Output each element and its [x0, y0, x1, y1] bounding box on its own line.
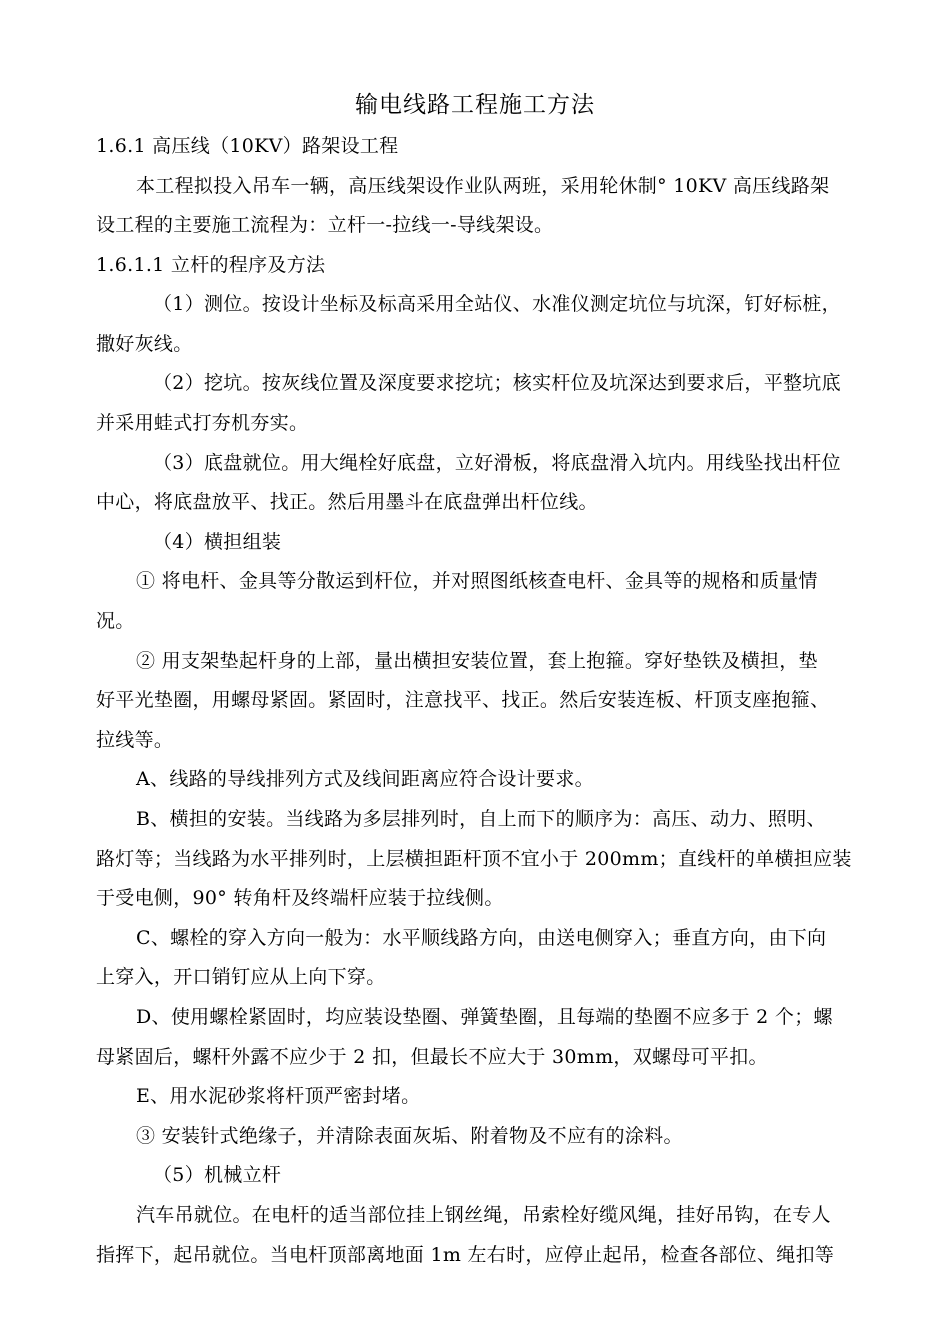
paragraph-line: 汽车吊就位。在电杆的适当部位挂上钢丝绳，吊索栓好缆风绳，挂好吊钩，在专人 — [136, 1204, 831, 1226]
paragraph-line: 设工程的主要施工流程为：立杆一-拉线一-导线架设。 — [96, 214, 554, 236]
paragraph-line: 指挥下，起吊就位。当电杆顶部离地面 1m 左右时，应停止起吊，检查各部位、绳扣等 — [96, 1244, 835, 1266]
paragraph-line: 撒好灰线。 — [96, 333, 193, 355]
paragraph-line: 拉线等。 — [96, 729, 174, 751]
paragraph-line: 母紧固后，螺杆外露不应少于 2 扣，但最长不应大于 30mm，双螺母可平扣。 — [96, 1046, 768, 1068]
paragraph-line: （4）横担组装 — [153, 531, 282, 553]
paragraph-line: （5）机械立杆 — [153, 1164, 282, 1186]
document-title: 输电线路工程施工方法 — [355, 92, 595, 118]
paragraph-line: B、横担的安装。当线路为多层排列时，自上而下的顺序为：高压、动力、照明、 — [136, 808, 826, 830]
paragraph-line: ① 将电杆、金具等分散运到杆位，并对照图纸核查电杆、金具等的规格和质量情 — [136, 570, 818, 592]
paragraph-line: （1）测位。按设计坐标及标高采用全站仪、水准仪测定坑位与坑深，钉好标桩， — [153, 293, 841, 315]
paragraph-line: ③ 安装针式绝缘子，并清除表面灰垢、附着物及不应有的涂料。 — [136, 1125, 683, 1147]
paragraph-line: 况。 — [96, 610, 135, 632]
paragraph-line: 本工程拟投入吊车一辆，高压线架设作业队两班，采用轮休制° 10KV 高压线路架 — [136, 175, 830, 197]
paragraph-line: E、用水泥砂浆将杆顶严密封堵。 — [136, 1085, 421, 1107]
paragraph-line: 于受电侧，90° 转角杆及终端杆应装于拉线侧。 — [96, 887, 504, 909]
paragraph-line: C、螺栓的穿入方向一般为：水平顺线路方向，由送电侧穿入；垂直方向，由下向 — [136, 927, 827, 949]
paragraph-line: 并采用蛙式打夯机夯实。 — [96, 412, 309, 434]
paragraph-line: ② 用支架垫起杆身的上部，量出横担安装位置，套上抱箍。穿好垫铁及横担，垫 — [136, 650, 818, 672]
paragraph-line: 路灯等；当线路为水平排列时，上层横担距杆顶不宜小于 200mm；直线杆的单横担应装 — [96, 848, 852, 870]
section-heading-1-6-1-1: 1.6.1.1 立杆的程序及方法 — [96, 254, 326, 276]
paragraph-line: （3）底盘就位。用大绳栓好底盘，立好滑板，将底盘滑入坑内。用线坠找出杆位 — [153, 452, 841, 474]
paragraph-line: （2）挖坑。按灰线位置及深度要求挖坑；核实杆位及坑深达到要求后，平整坑底 — [153, 372, 841, 394]
paragraph-line: A、线路的导线排列方式及线间距离应符合设计要求。 — [136, 768, 594, 790]
paragraph-line: 上穿入，开口销钉应从上向下穿。 — [96, 966, 386, 988]
paragraph-line: 中心，将底盘放平、找正。然后用墨斗在底盘弹出杆位线。 — [96, 491, 598, 513]
section-heading-1-6-1: 1.6.1 高压线（10KV）路架设工程 — [96, 135, 399, 157]
paragraph-line: D、使用螺栓紧固时，均应装设垫圈、弹簧垫圈，且每端的垫圈不应多于 2 个；螺 — [136, 1006, 833, 1028]
paragraph-line: 好平光垫圈，用螺母紧固。紧固时，注意找平、找正。然后安装连板、杆顶支座抱箍、 — [96, 689, 830, 711]
